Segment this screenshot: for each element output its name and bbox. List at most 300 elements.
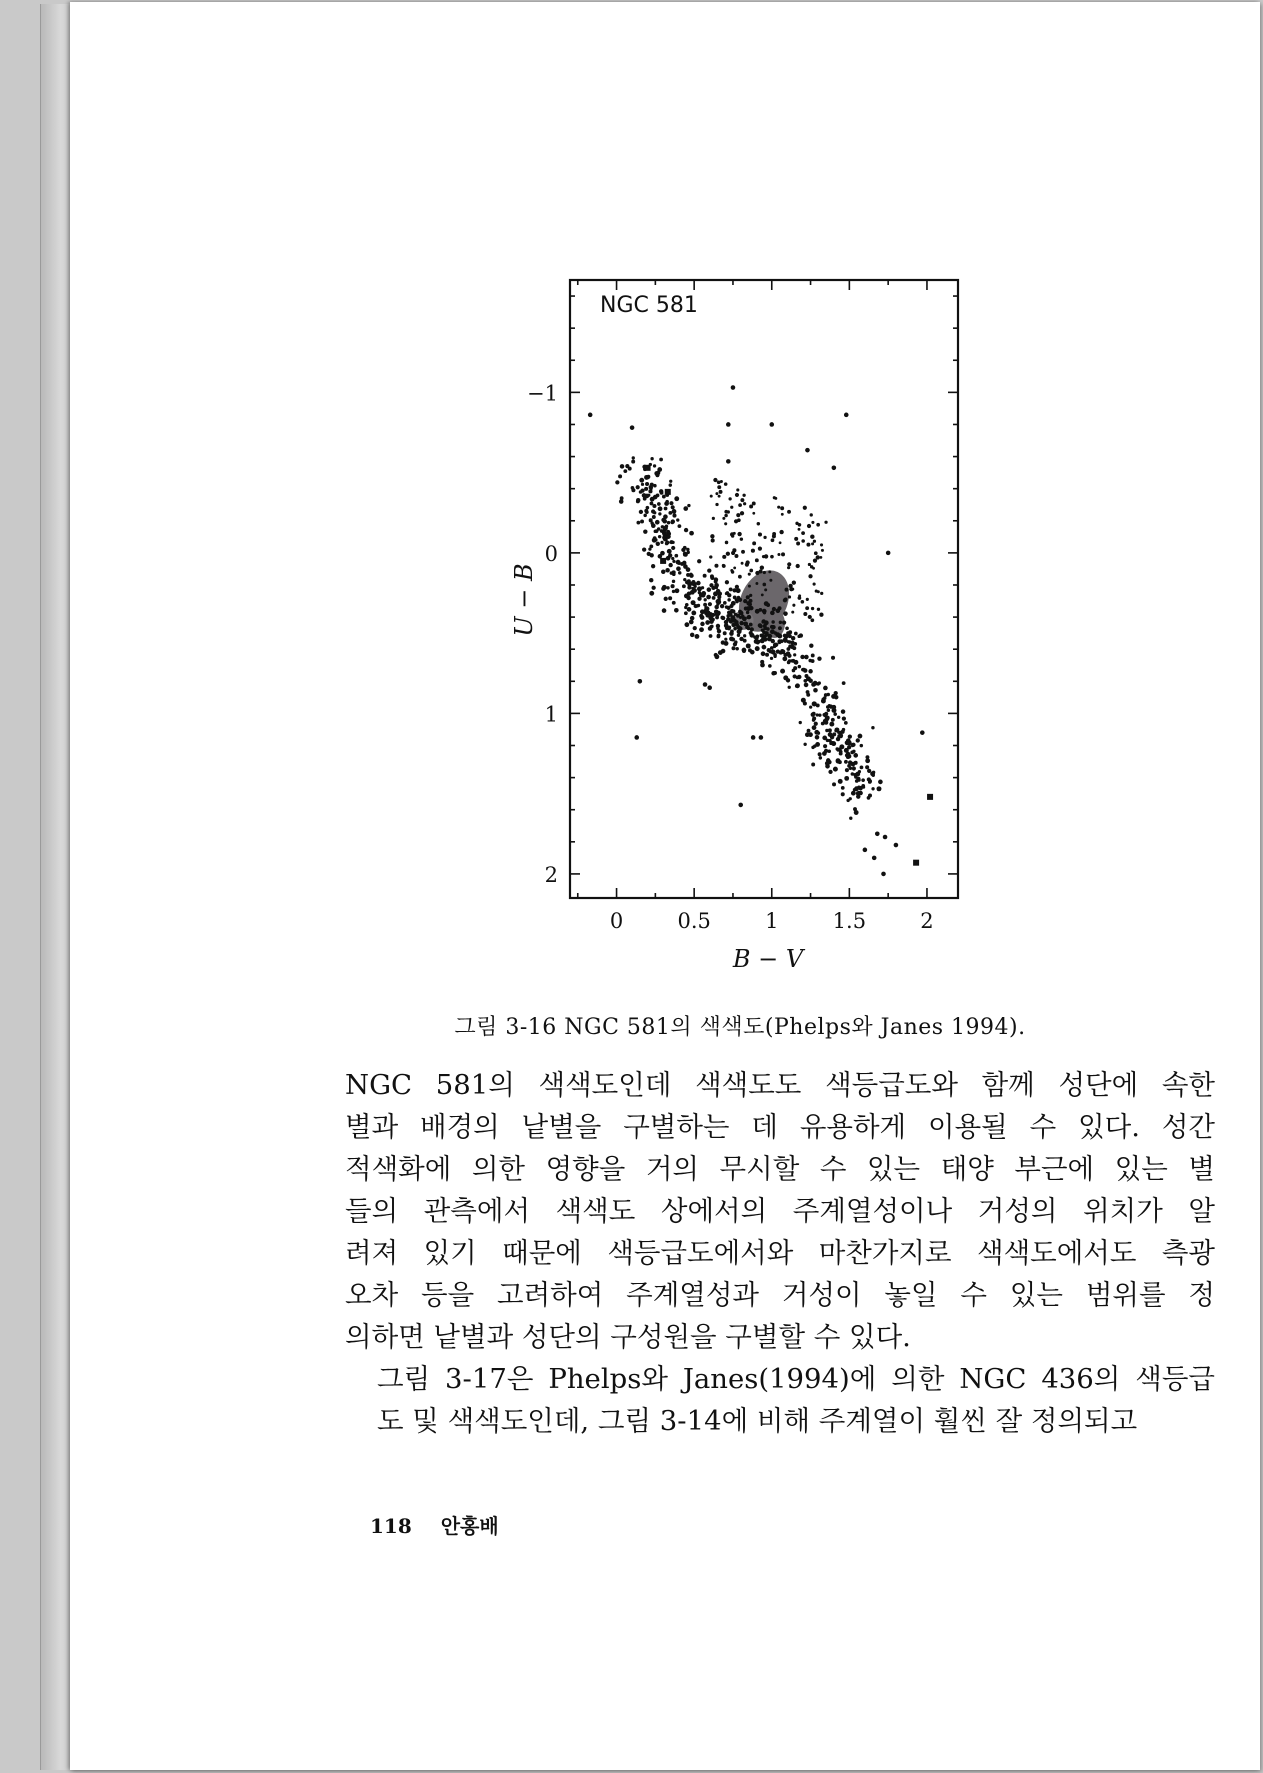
star-point [728,497,731,500]
star-point [920,730,925,735]
star-point [730,629,734,633]
star-point [708,602,712,606]
star-point [781,649,786,654]
star-point [749,504,753,508]
star-point [763,536,766,539]
star-point [811,542,814,545]
star-point [808,669,812,673]
star-point [769,422,774,427]
star-point [758,547,762,551]
x-tick-label: 1 [765,909,779,933]
star-point [844,776,849,781]
star-point [695,634,700,639]
star-point [799,721,802,724]
star-point [639,490,643,494]
star-point [660,551,665,556]
star-point [669,501,673,505]
star-point [838,733,843,738]
star-point [783,611,788,616]
star-point [731,609,735,613]
star-point [649,578,653,582]
star-point [651,509,655,513]
star-point [715,492,718,495]
star-point [648,489,652,493]
star-point [742,649,746,653]
star-point [808,679,812,683]
star-point [752,512,755,515]
star-point [841,786,845,790]
star-point [813,583,816,586]
bold-star-marker [665,489,671,495]
star-point [643,497,647,501]
star-point [738,503,742,507]
star-point [749,623,753,627]
star-point [755,609,760,614]
star-point [650,522,653,525]
star-point [639,510,643,514]
star-point [710,625,713,628]
star-point [808,615,812,619]
star-point [764,554,768,558]
star-point [710,495,713,498]
star-point [740,498,744,502]
star-point [857,785,861,789]
star-point [700,622,704,626]
star-point [655,473,659,477]
star-point [746,611,749,614]
star-point [777,506,780,509]
star-point [825,761,830,766]
star-point [732,646,736,650]
star-point [666,530,670,534]
star-point [823,686,828,691]
star-point [810,513,813,516]
star-point [860,766,864,770]
star-point [760,566,764,570]
star-point [645,482,649,486]
star-point [788,584,792,588]
star-point [682,584,686,588]
star-point [639,478,644,483]
star-point [808,732,813,737]
star-point [737,629,742,634]
star-point [844,721,848,725]
star-point [782,620,786,624]
star-point [844,748,849,753]
star-point [730,569,733,572]
figure-caption: 그림 3-16 NGC 581의 색색도(Phelps와 Janes 1994). [454,1015,1026,1040]
star-point [710,614,714,618]
star-point [761,629,764,632]
chart-title: NGC 581 [600,293,698,318]
star-point [805,674,809,678]
star-point [655,520,660,525]
star-point [646,476,649,479]
star-point [818,713,821,716]
star-point [643,514,646,517]
star-point [648,548,651,551]
y-tick-label: 2 [544,862,558,887]
star-point [811,521,814,524]
star-point [666,556,671,561]
star-point [723,601,727,605]
star-point [758,623,762,627]
star-point [797,635,800,638]
star-point [674,554,678,558]
star-point [774,643,778,647]
star-point [847,764,851,768]
star-point [785,588,789,592]
star-point [846,799,849,802]
x-tick-label: 2 [920,909,934,933]
star-point [618,474,622,478]
star-point [766,627,770,631]
star-point [801,698,806,703]
star-point [704,598,707,601]
star-point [724,623,729,628]
star-point [697,586,702,591]
star-point [735,647,738,650]
star-point [764,631,768,635]
star-point [724,514,728,518]
star-point [729,637,734,642]
book-page [70,2,1260,1770]
star-point [761,637,765,641]
star-point [779,621,782,624]
star-point [731,616,736,621]
star-point [709,634,713,638]
star-point [643,529,647,533]
star-point [828,770,832,774]
star-point [841,792,845,796]
star-point [812,725,817,730]
star-point [710,574,714,578]
star-point [842,717,846,721]
star-point [733,595,737,599]
chart-svg [510,270,1070,990]
star-point [755,571,759,575]
star-point [669,483,672,486]
star-point [709,555,712,558]
star-point [780,669,785,674]
star-point [743,634,746,637]
star-point [709,619,714,624]
star-point [777,553,780,556]
star-point [718,650,723,655]
star-point [833,767,838,772]
bold-star-marker [913,860,919,866]
star-point [788,595,791,598]
star-point [749,599,753,603]
star-point [812,701,817,706]
star-point [808,563,811,566]
star-point [660,491,664,495]
star-point [750,627,754,631]
star-point [658,512,661,515]
star-point [839,744,844,749]
star-point [748,648,752,652]
star-point [742,494,745,497]
star-point [778,606,782,610]
star-point [829,722,834,727]
star-point [619,499,624,504]
paragraph-1 [345,1064,1215,1358]
star-point [666,586,669,589]
star-point [665,542,669,546]
star-point [844,413,849,418]
text-line: NGC 581의 색색도인데 색색도도 색등급도와 함께 성단에 속한 [345,1069,1215,1101]
star-point [771,671,776,676]
star-point [672,509,677,514]
star-point [788,659,792,663]
star-point [773,496,776,499]
star-point [852,766,856,770]
star-point [759,735,764,740]
star-point [722,517,725,520]
star-point [705,620,710,625]
star-point [808,574,812,578]
star-point [664,507,668,511]
star-point [696,581,701,586]
star-point [813,688,818,693]
star-point [676,566,681,571]
star-point [734,554,738,558]
star-point [738,803,743,808]
star-point [823,744,827,748]
star-point [851,762,856,767]
star-point [845,768,849,772]
star-point [877,786,882,791]
star-point [724,482,728,486]
star-point [788,644,792,648]
star-point [717,480,721,484]
star-point [826,739,829,742]
star-point [798,523,802,527]
star-point [660,541,663,544]
star-point [698,591,701,594]
star-point [641,483,644,486]
star-point [878,780,883,785]
star-point [662,531,666,535]
star-point [768,570,771,573]
star-point [854,810,859,815]
star-point [707,685,712,690]
star-point [811,607,814,610]
star-point [757,522,760,525]
star-point [672,560,675,563]
star-point [830,741,834,745]
star-point [689,531,694,536]
star-point [752,501,756,505]
star-point [748,573,751,576]
star-point [803,743,806,746]
star-point [835,747,838,750]
star-point [683,552,687,556]
star-point [672,601,676,605]
star-point [672,580,675,583]
star-point [791,611,794,614]
star-point [743,502,746,505]
star-point [787,510,791,514]
star-point [813,744,817,748]
star-point [717,634,721,638]
star-point [886,551,891,556]
star-point [665,568,669,572]
text-line: 그림 3-17은 Phelps와 Janes(1994)에 의한 NGC 436의 색등급 [377,1363,1215,1395]
star-point [690,633,694,637]
bold-star-marker [660,558,666,564]
star-point [782,656,787,661]
star-point [741,562,744,565]
star-point [653,484,657,488]
star-point [687,581,692,586]
star-point [588,413,593,418]
star-point [772,534,776,538]
star-point [772,607,776,611]
star-point [706,595,711,600]
star-point [762,645,767,650]
star-point [770,555,774,559]
star-point [854,775,858,779]
star-point [796,564,800,568]
star-point [724,638,727,641]
star-point [724,522,727,525]
star-point [736,614,740,618]
star-point [683,506,688,511]
star-point [724,510,728,514]
star-point [634,735,639,740]
star-point [836,759,840,763]
star-point [771,538,775,542]
star-point [783,634,787,638]
star-point [850,750,854,754]
star-point [678,524,682,528]
star-point [714,580,718,584]
star-point [849,817,852,820]
star-point [763,624,767,628]
star-point [713,478,717,482]
star-point [810,618,814,622]
star-point [839,752,843,756]
star-point [765,653,769,657]
star-point [671,521,674,524]
star-point [703,682,708,687]
star-point [856,791,860,795]
star-point [752,541,756,545]
star-point [628,467,632,471]
star-point [678,571,681,574]
star-point [771,650,776,655]
star-point [701,592,706,597]
star-point [803,679,807,683]
star-point [715,586,718,589]
star-point [790,641,794,645]
star-point [725,541,729,545]
star-point [811,654,815,658]
star-point [704,606,707,609]
star-point [636,521,640,525]
star-point [711,538,715,542]
star-point [661,569,665,573]
star-point [739,637,743,641]
star-point [636,485,640,489]
star-point [658,535,661,538]
star-point [703,574,707,578]
star-point [863,848,868,853]
star-point [689,620,694,625]
star-point [804,655,809,660]
star-point [653,464,656,467]
text-line: 오차 등을 고려하여 주계열성과 거성이 놓일 수 있는 범위를 정 [345,1279,1215,1311]
star-point [813,681,818,686]
star-point [807,729,811,733]
star-point [751,735,756,740]
star-point [725,592,728,595]
x-tick-label: 0 [609,909,624,933]
star-point [721,616,725,620]
star-point [729,587,733,591]
text-line: 려져 있기 때문에 색등급도에서와 마찬가지로 색색도에서도 측광 [345,1237,1215,1269]
star-point [798,665,801,668]
star-point [809,644,813,648]
star-point [676,518,679,521]
star-point [771,639,775,643]
star-point [691,587,694,590]
star-point [737,532,741,536]
star-point [662,495,666,499]
star-point [671,557,674,560]
star-point [689,573,693,577]
star-point [715,503,718,506]
star-point [770,611,775,616]
star-point [781,552,785,556]
star-point [833,712,837,716]
star-point [663,526,668,531]
star-point [738,575,742,579]
star-point [684,611,688,615]
star-point [700,615,705,620]
star-point [813,559,817,563]
star-point [783,598,787,602]
star-point [875,831,880,836]
star-point [749,606,754,611]
star-point [731,551,735,555]
star-point [808,659,812,663]
star-point [830,735,834,739]
text-line: 의하면 낱별과 성단의 구성원을 구별할 수 있다. [345,1321,911,1353]
star-point [831,694,836,699]
star-point [805,606,809,610]
star-point [811,763,815,767]
star-point [644,487,648,491]
star-point [687,504,690,507]
star-point [731,385,736,390]
star-point [798,528,801,531]
star-point [785,626,789,630]
star-point [737,633,740,636]
star-point [819,613,823,617]
star-point [675,588,680,593]
star-point [726,422,731,427]
star-point [793,653,796,656]
star-point [652,504,656,508]
star-point [662,536,666,540]
star-point [807,524,811,528]
star-point [795,684,799,688]
star-point [832,466,837,471]
star-point [787,562,791,566]
star-point [733,627,737,631]
